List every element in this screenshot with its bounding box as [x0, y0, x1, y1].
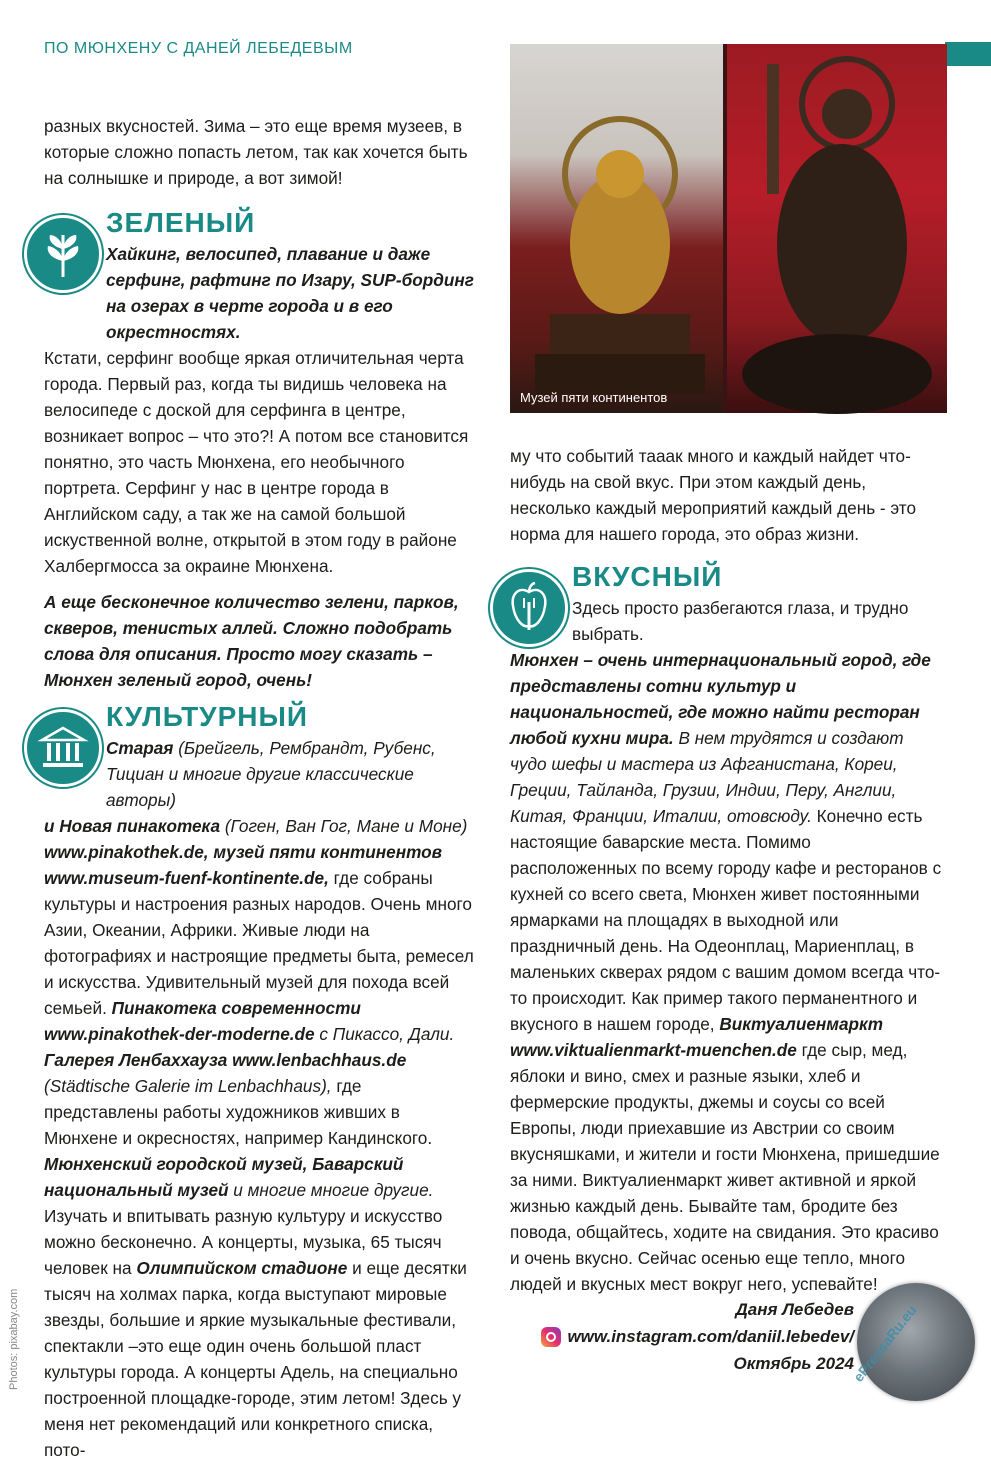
- international-city: Мюнхен – очень интернациональный город, где представлены сотни культур и национальностей, где можно найти ресторан любой кухни мира.: [510, 650, 931, 748]
- tasty-section: [510, 561, 942, 1297]
- tasty-text-3: где сыр, мед, яблоки и вино, смех и разные языки, хлеб и фермерские продукты, джемы и соусы со всей Европы, люди приехавшие из Австрии со своим вкусняшками, и жители и гости Мюнхена, пришедшие за ними. Виктуалиенмаркт живет активной и яркой жизнью каждый день. Бывайте там, бродите без повода, общайтесь, ходите на свидания. Это красиво и очень вкусно. Сейчас осенью еще тепло, много людей и вкусных мест вокруг него, успевайте!: [510, 1040, 940, 1294]
- museum-building-icon: [24, 709, 102, 787]
- tasty-paragraph-lead: [510, 595, 942, 647]
- author-name: Даня Лебедев: [735, 1300, 854, 1319]
- old-pinakothek: Старая: [106, 738, 174, 758]
- olympic-stadium: Олимпийском стадионе: [136, 1258, 348, 1278]
- right-intro-paragraph: му что событий тааак много и каждый найдет что-нибудь на свой вкус. При этом каждый день, несколько каждый мероприятий каждый день - это норма для нашего города, это образ жизни.: [510, 446, 917, 544]
- many-others: и многие многие другие.: [228, 1180, 434, 1200]
- intro-paragraph: разных вкусностей. Зима – это еще время музеев, в которые сложно попасть летом, так как хочется быть на солнышке и природе, а вот зимой!: [44, 116, 468, 188]
- author-date: Октябрь 2024: [733, 1354, 854, 1373]
- green-lead-paragraph: [44, 241, 474, 345]
- pinakothek-links: www.pinakothek.de, музей пяти континентов www.museum-fuenf-kontinente.de,: [44, 842, 443, 888]
- left-column: [44, 113, 474, 1463]
- green-lead: Хайкинг, велосипед, плавание и даже серфинг, рафтинг по Изару, SUP-бординг на озерах в черте города и в его окрестностях.: [106, 244, 474, 342]
- culture-text-4: и еще десятки тысяч на холмах парка, когда выступают мировые звезды, большие и яркие музыкальные фестивали, спектакли –это еще один очень большой пласт культуры города. А концерты Адель, на специально построенной площадке-городе, этим летом! Здесь у меня нет рекомендаций или конкретного списка, пото-: [44, 1258, 467, 1460]
- culture-text-3: Изучать и впитывать разную культуру и искусство можно бесконечно. А концерты, музыка, 65 тысяч человек на: [44, 1206, 443, 1278]
- modern-pinakothek: Пинакотека современности www.pinakothek-der-moderne.de: [44, 998, 361, 1044]
- culture-text-1: где собраны культуры и настроения разных народов. Очень много Азии, Океании, Африки. Живые люди на фотографиях и настроящие предметы быта, ремесел и искусства. Удивительный музей для похода всей семьей.: [44, 868, 474, 1018]
- guardian-statue-image: [727, 44, 947, 413]
- buddha-statue-image: [510, 44, 723, 413]
- old-pinakothek-artists: (Брейгель, Рембрандт, Рубенс, Тициан и многие другие классические авторы): [106, 738, 436, 810]
- culture-text-2: где представлены работы художников живших в Мюнхене и окресностях, например Кандинского.: [44, 1076, 433, 1148]
- apple-fork-icon: [490, 569, 568, 647]
- buddha-illustration: [510, 44, 723, 413]
- watermark: ePressaRu.eu: [850, 1302, 920, 1385]
- photo-credit-text: Photos: pixabay.com: [8, 1288, 20, 1390]
- culture-heading: КУЛЬТУРНЫЙ: [106, 701, 309, 732]
- instagram-icon: [541, 1327, 561, 1347]
- culture-section: [44, 701, 474, 1463]
- culture-paragraph: [44, 813, 474, 1463]
- green-closing: А еще бесконечное количество зелени, парков, скверов, тенистых аллей. Сложно подобрать слова для описания. Просто могу сказать – Мюнхен зеленый город, очень!: [44, 592, 459, 690]
- tree-icon: [24, 215, 102, 293]
- tasty-text-2: Конечно есть настоящие баварские места. Помимо расположенных по всему городу кафе и ресторанов с кухней со всего света, Мюнхен живет постоянными ярмарками на площадях в выходной или праздничный день. На Одеонплац, Мариенплац, в маленьких скверах рядом с вашим домом всегда что-то происходит. Как пример такого перманентного и вкусного в нашем городе,: [510, 806, 942, 1034]
- photo-credit: [8, 1240, 28, 1390]
- green-body: Кстати, серфинг вообще яркая отличительная черта города. Первый раз, когда ты видишь человека на велосипеде с доской для серфинга в центре, возникает вопрос – что это?! А потом все становится понятно, это часть Мюнхена, его необычного портрета. Серфинг у нас в центре города в Английском саду, а так же на самой большой искуственной волне, открытой в этом году в районе Халбергмосса за окраине Мюнхена.: [44, 348, 469, 576]
- lenbachhaus-german: (Städtische Galerie im Lenbachhaus),: [44, 1076, 332, 1096]
- modern-pinakothek-artists: с Пикассо, Дали.: [314, 1024, 455, 1044]
- tasty-text-1: Здесь просто разбегаются глаза, и трудно выбрать.: [572, 598, 909, 644]
- instagram-link[interactable]: www.instagram.com/daniil.lebedev/: [567, 1327, 854, 1346]
- section-header-title: ПО МЮНХЕНУ С ДАНЕЙ ЛЕБЕДЕВЫМ: [44, 40, 353, 57]
- green-section: [44, 207, 474, 693]
- tasty-paragraph: [510, 647, 942, 1297]
- green-heading: ЗЕЛЕНЫЙ: [106, 207, 256, 238]
- museum-photo: [510, 44, 947, 413]
- new-pinakothek-artists: (Гоген, Ван Гог, Мане и Моне): [220, 816, 468, 836]
- tasty-heading: ВКУСНЫЙ: [572, 561, 723, 592]
- lenbachhaus: Галерея Ленбаххауза www.lenbachhaus.de: [44, 1050, 407, 1070]
- photo-caption: Музей пяти континентов: [520, 390, 668, 405]
- city-museums: Мюнхенский городской музей, Баварский национальный музей: [44, 1154, 404, 1200]
- new-pinakothek: и Новая пинакотека: [44, 816, 221, 836]
- viktualienmarkt: Виктуалиенмаркт www.viktualienmarkt-muenchen.de: [510, 1014, 884, 1060]
- guardian-illustration: [727, 44, 947, 413]
- culture-paragraph-lead: [44, 735, 474, 813]
- right-column: [510, 443, 942, 1297]
- author-signature: [454, 1296, 854, 1377]
- instagram-row: [454, 1323, 854, 1350]
- chefs-countries: В нем трудятся и создают чудо шефы и мастера из Афганистана, Кореи, Греции, Тайланда, Грузии, Индии, Перу, Англии, Китая, Франции, Италии, отовсюду.: [510, 728, 904, 826]
